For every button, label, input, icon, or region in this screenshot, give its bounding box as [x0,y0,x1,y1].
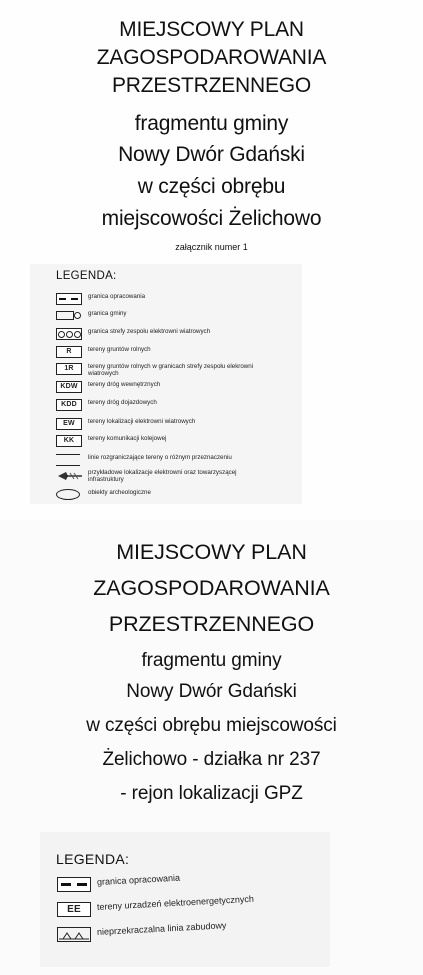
plan-sheet-2 [0,520,423,975]
plan1-legend-title: LEGENDA: [56,270,117,282]
plan1-title-line-3: PRZESTRZENNEGO [111,74,312,97]
legend-label: tereny gruntów rolnych [88,346,151,353]
ellipse-icon [56,489,80,499]
plan1-title-line-2: ZAGOSPODAROWANIA [96,46,327,69]
plan1-title-line-4: fragmentu gminy [134,112,289,135]
plan2-title-line-7: Żelichowo - działka nr 237 [102,749,321,770]
windfarm-boundary-symbol [56,328,82,340]
plan2-title-line-3: PRZESTRZENNEGO [108,612,315,636]
turbine-location-icon [56,469,80,479]
legend-label: tereny gruntów rolnych w granicach strefy zespołu elekrowni [88,363,254,370]
plan1-title-line-5: Nowy Dwór Gdański [118,143,305,166]
legend-label: przykładowe lokalizacje elektrowni oraz towarzyszącej [88,469,237,476]
plan1-title-line-1: MIEJSCOWY PLAN [119,18,304,41]
code-kdd-symbol: KDD [56,399,82,411]
building-line-icon [57,927,91,942]
plan2-title-line-5: Nowy Dwór Gdański [126,681,297,702]
legend-label: tereny lokalizacji elektrowni wiatrowych [88,418,196,425]
legend-label: obiekty archeologiczne [88,489,151,496]
code-ee-symbol: EE [57,902,91,917]
plan2-legend-title: LEGENDA: [56,851,130,867]
municipality-boundary-symbol [56,310,80,320]
legend-label: linie rozgraniczające tereny o różnym przeznaczeniu [88,454,232,461]
legend-label: tereny dróg wewnętrznych [88,381,161,388]
legend-label: granica gminy [88,310,127,317]
legend-label: granica opracowania [88,293,146,300]
dividing-line-symbol [56,454,80,466]
legend-label: granica strefy zespołu elektrowni wiatrowych [88,328,211,335]
plan1-subtitle: załącznik numer 1 [175,242,248,252]
legend-label: tereny urzadzeń elektroenergetycznych [96,893,255,912]
dashed-boundary-symbol [56,293,82,305]
plan1-title-line-6: w części obrębu [137,175,286,198]
legend-label: nieprzekraczalna linia zabudowy [96,920,227,937]
legend-label-cont: infrastruktury [88,476,124,483]
plan2-title-line-4: fragmentu gminy [141,650,282,671]
dashed-boundary-symbol [57,877,91,892]
code-1r-symbol: 1R [56,363,82,375]
code-kdw-symbol: KDW [56,381,82,393]
code-kk-symbol: KK [56,435,82,447]
legend-label-cont: wiatrowych [88,370,119,377]
code-ew-symbol: EW [56,418,82,430]
plan2-title-line-6: w części obrębu miejscowości [86,715,337,736]
code-r-symbol: R [56,346,82,358]
legend-label: granica opracowania [96,872,181,887]
legend-label: tereny komunikacji kolejowej [88,435,167,442]
legend-label: tereny dróg dojazdowych [88,399,157,406]
plan2-title-line-2: ZAGOSPODAROWANIA [93,576,330,600]
plan2-title-line-8: - rejon lokalizacji GPZ [120,783,303,804]
plan2-title-line-1: MIEJSCOWY PLAN [116,540,307,564]
plan1-title-line-7: miejscowości Żelichowo [101,207,322,230]
